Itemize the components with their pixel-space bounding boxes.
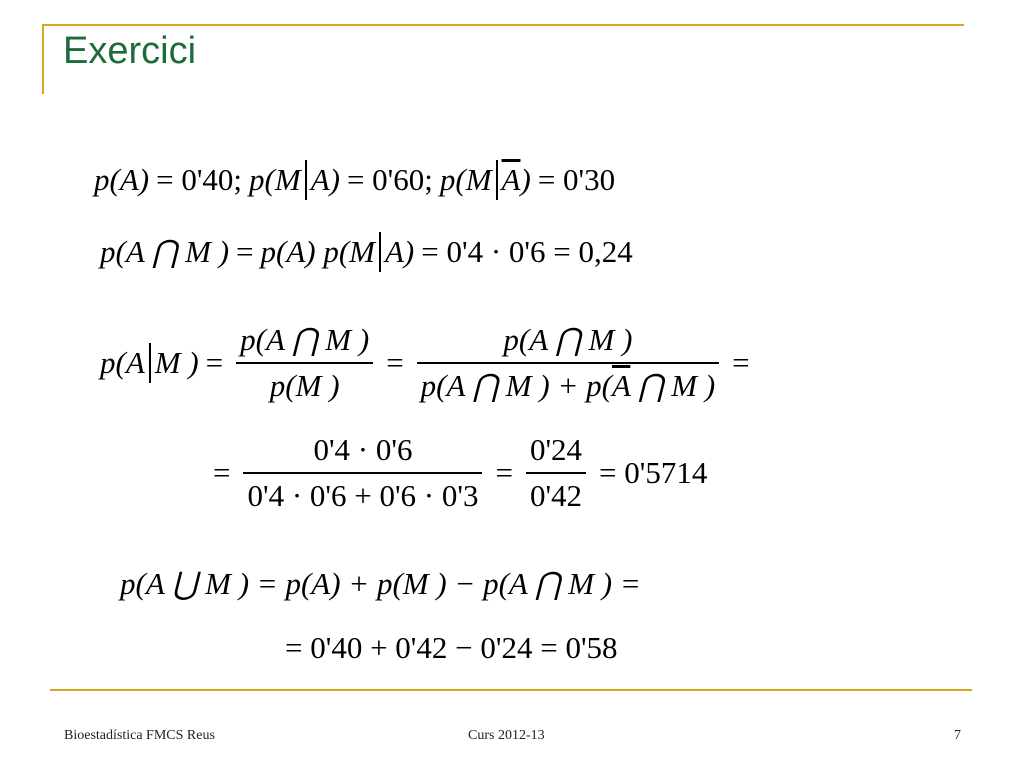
eq-term: A)	[385, 234, 415, 269]
left-rule	[42, 24, 44, 94]
conditional-bar	[149, 343, 151, 383]
numerator: p(A ⋂ M )	[503, 322, 633, 357]
equation-union	[120, 566, 641, 602]
equation-union-result	[285, 630, 618, 666]
eq-term: = 0'40;	[156, 162, 243, 197]
eq-term: =	[205, 344, 224, 380]
fraction	[243, 428, 482, 518]
eq-term: =	[732, 344, 750, 380]
eq-term: p(A) p(M	[260, 234, 375, 269]
eq-term: p(A	[100, 344, 145, 380]
eq-term: p(M	[439, 162, 492, 197]
eq-term: = 0'40 + 0'42 − 0'24 = 0'58	[285, 630, 618, 665]
fraction	[417, 318, 720, 408]
fraction	[526, 428, 586, 518]
page-number: 7	[954, 728, 961, 743]
eq-term: p(A)	[94, 162, 150, 197]
conditional-bar	[496, 160, 498, 200]
fraction	[236, 318, 373, 408]
equation-numeric-result	[206, 428, 714, 518]
eq-term: A)	[310, 162, 340, 197]
conditional-bar	[379, 232, 381, 272]
footer-left: Bioestadística FMCS Reus	[64, 728, 215, 743]
denominator: 0'42	[529, 477, 583, 513]
numerator: 0'24	[529, 432, 583, 467]
denominator: 0'4 · 0'6 + 0'6 · 0'3	[247, 477, 479, 513]
eq-term: M )	[154, 344, 199, 380]
numerator: p(A ⋂ M )	[240, 322, 370, 357]
eq-term: = 0'60;	[346, 162, 433, 197]
equation-intersection	[100, 232, 640, 272]
equation-bayes	[100, 318, 757, 408]
eq-term: ⋂ M )	[630, 367, 716, 403]
denominator	[417, 364, 720, 408]
numerator: 0'4 · 0'6	[313, 432, 413, 467]
eq-term: = 0'4 · 0'6 = 0,24	[421, 234, 633, 269]
denominator: p(M )	[269, 367, 340, 403]
eq-term: =	[236, 234, 254, 269]
complement-term: $\overline{A}$	[611, 367, 631, 403]
eq-term: =	[495, 454, 513, 490]
eq-term: )	[520, 162, 531, 197]
bottom-rule	[50, 689, 972, 691]
conditional-bar	[305, 160, 307, 200]
eq-term: = 0'30	[537, 162, 616, 197]
eq-term: p(A ⋂ M )	[100, 234, 230, 269]
eq-term: = 0'5714	[599, 454, 708, 490]
footer-center: Curs 2012-13	[468, 728, 545, 743]
slide-title: Exercici	[63, 30, 197, 72]
eq-term: =	[386, 344, 404, 380]
equation-given-probabilities	[94, 160, 622, 200]
eq-term: p(M	[249, 162, 301, 197]
eq-term: p(A ⋂ M ) + p(	[420, 367, 612, 403]
top-rule	[42, 24, 964, 26]
eq-term: p(A ⋃ M ) = p(A) + p(M ) − p(A ⋂ M ) =	[120, 566, 641, 601]
eq-term: =	[213, 454, 231, 490]
complement-term: $\overline{A}$	[501, 162, 521, 197]
